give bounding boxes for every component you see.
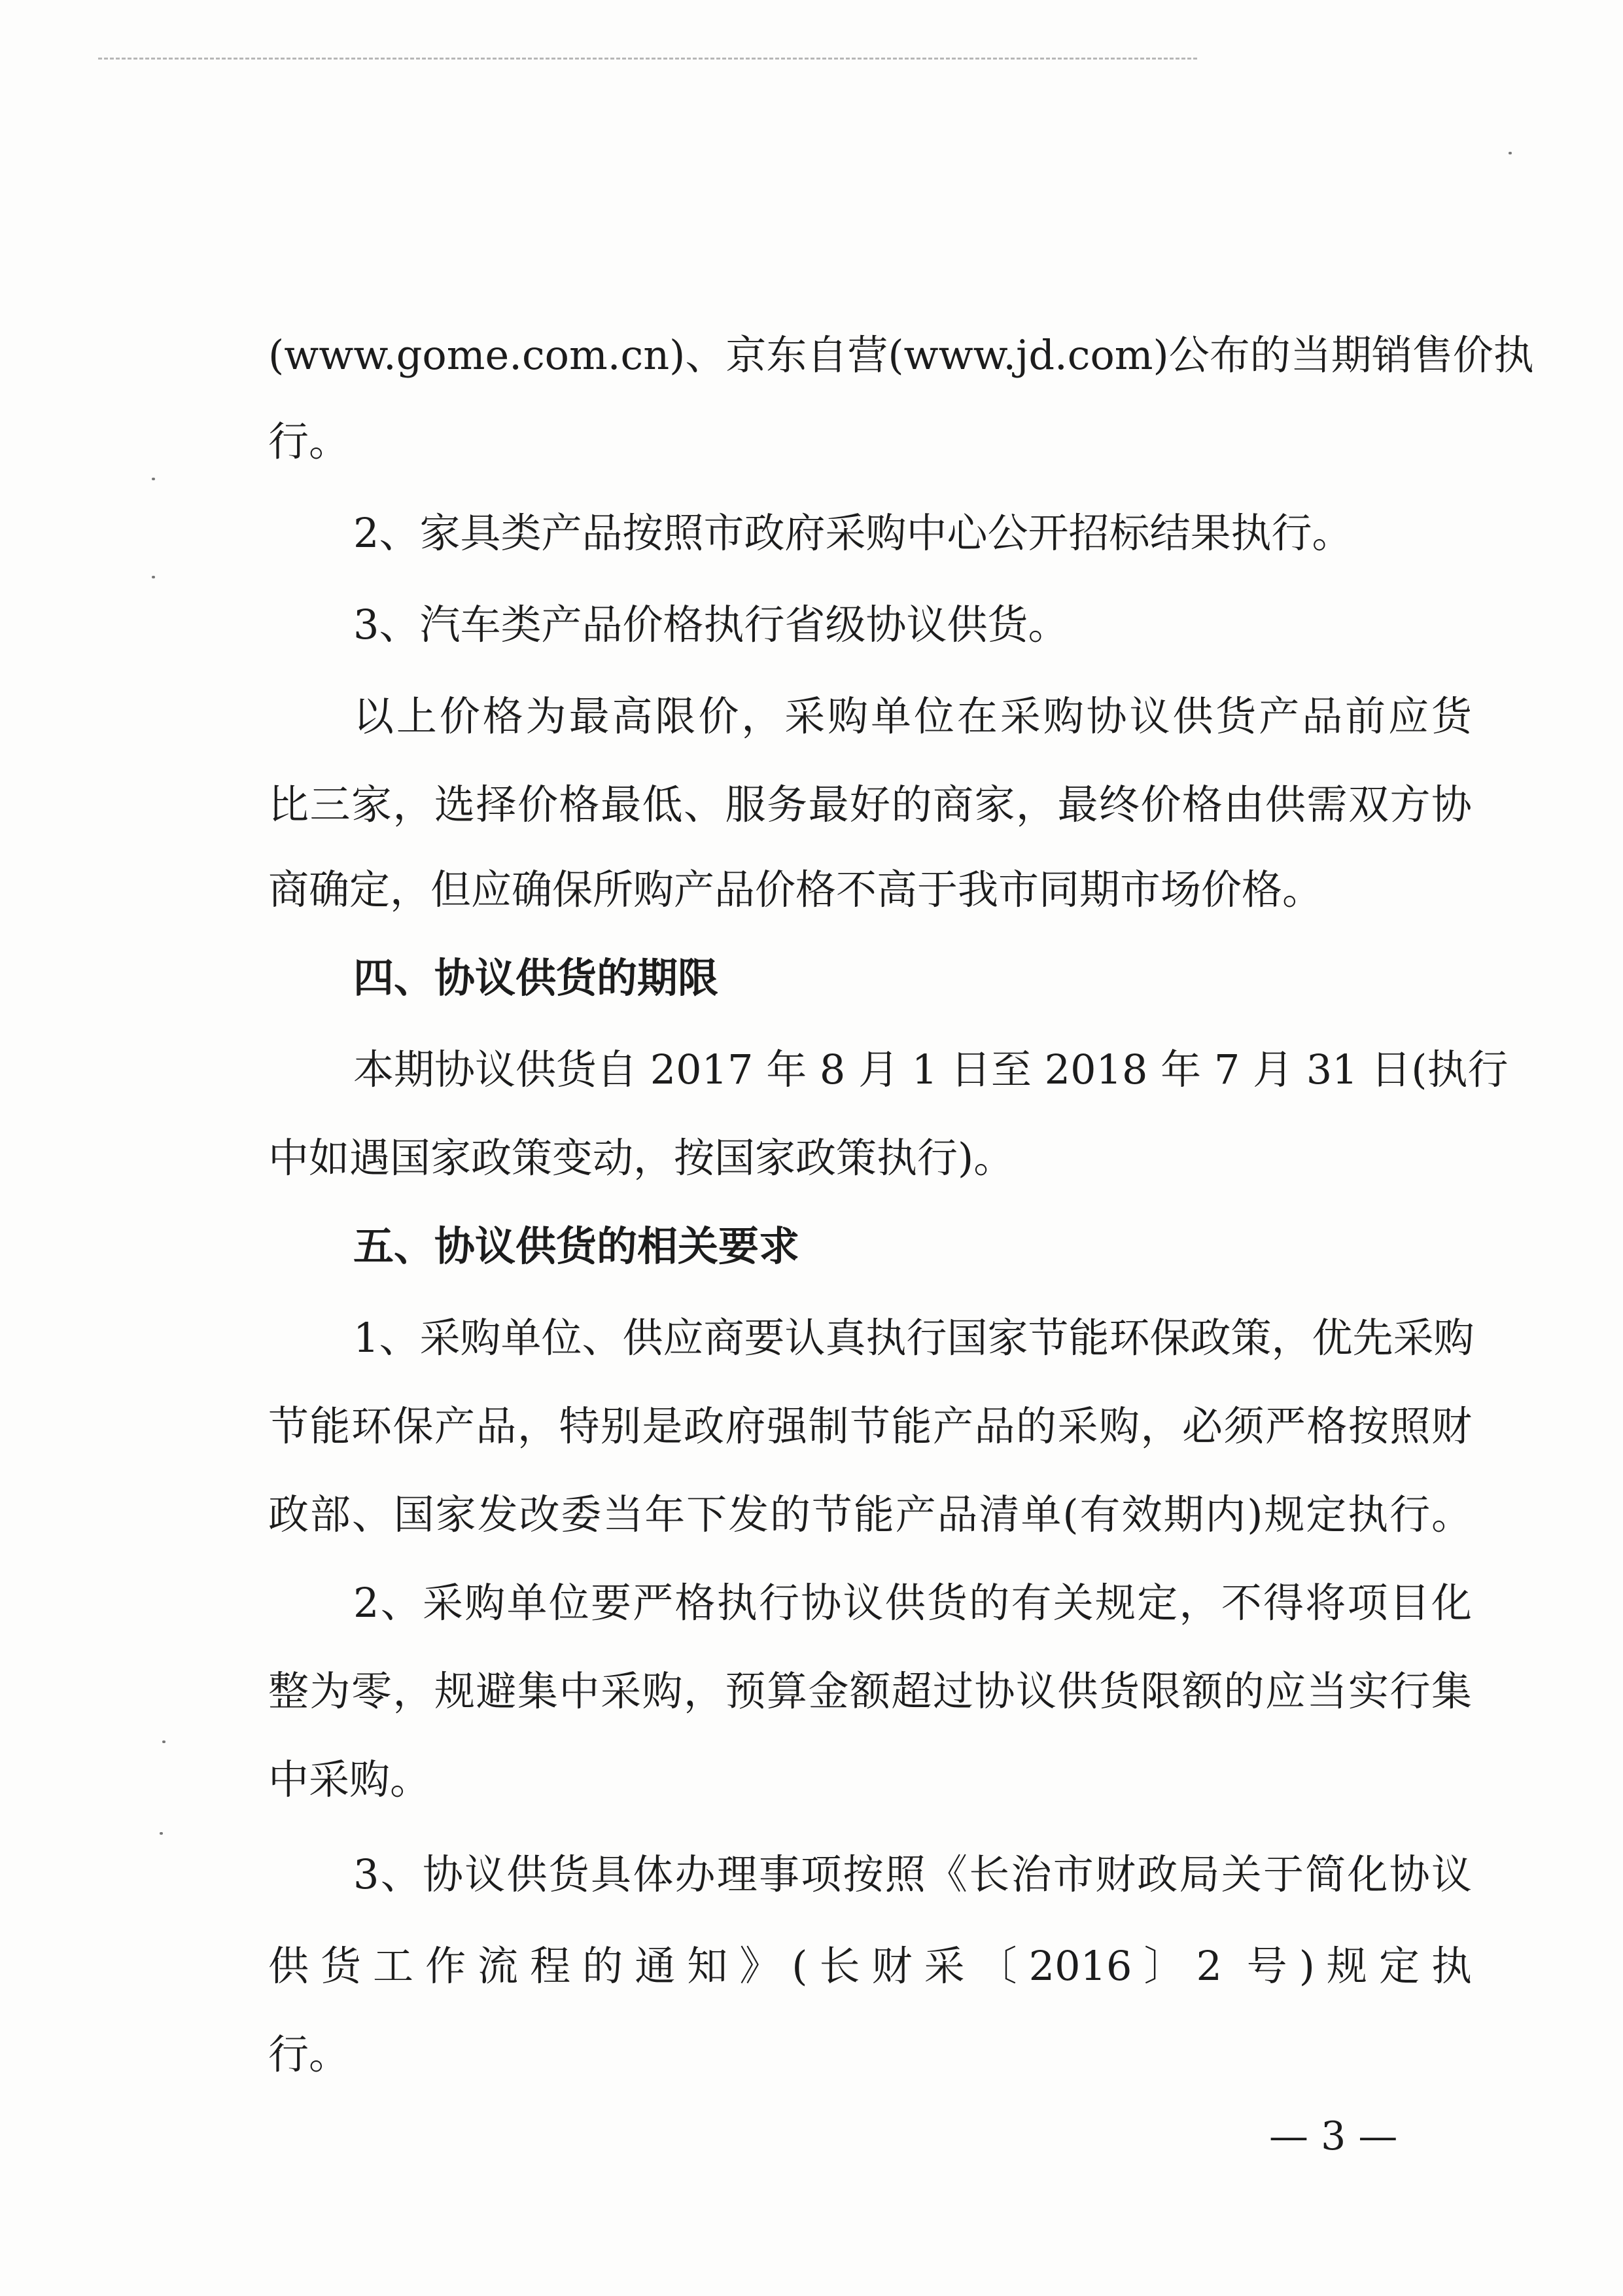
scan-speck <box>1509 152 1512 154</box>
text-line-3: 2、家具类产品按照市政府采购中心公开招标结果执行。 <box>353 509 1353 557</box>
text-line-16: 整为零，规避集中采购，预算金额超过协议供货限额的应当实行集 <box>268 1667 1472 1715</box>
scan-speck <box>160 1832 163 1835</box>
text-line-5: 以上价格为最高限价，采购单位在采购协议供货产品前应货 <box>353 692 1472 740</box>
text-line-17: 中采购。 <box>268 1756 431 1803</box>
page-number: — 3 — <box>1269 2113 1398 2159</box>
scan-speck <box>152 478 155 480</box>
section-heading-4: 四、协议供货的期限 <box>353 954 719 1002</box>
text-line-15: 2、采购单位要严格执行协议供货的有关规定，不得将项目化 <box>353 1579 1472 1627</box>
text-line-9: 本期协议供货自 2017 年 8 月 1 日至 2018 年 7 月 31 日(执行 <box>353 1046 1509 1093</box>
scan-speck <box>162 1740 166 1743</box>
text-line-7: 商确定，但应确保所购产品价格不高于我市同期市场价格。 <box>268 866 1323 913</box>
text-line-2: 行。 <box>268 417 350 465</box>
section-heading-5: 五、协议供货的相关要求 <box>353 1222 800 1270</box>
text-line-12: 1、采购单位、供应商要认真执行国家节能环保政策，优先采购 <box>353 1314 1475 1362</box>
text-line-19: 供货工作流程的通知》(长财采〔2016〕2 号)规定执 <box>268 1942 1472 1990</box>
top-dashed-rule <box>98 58 1197 60</box>
scan-speck <box>152 576 155 578</box>
text-line-6: 比三家，选择价格最低、服务最好的商家，最终价格由供需双方协 <box>268 781 1472 828</box>
text-line-14: 政部、国家发改委当年下发的节能产品清单(有效期内)规定执行。 <box>268 1491 1472 1538</box>
text-line-20: 行。 <box>268 2030 350 2078</box>
text-line-1: (www.gome.com.cn)、京东自营(www.jd.com)公布的当期销售价执 <box>268 331 1534 379</box>
text-line-10: 中如遇国家政策变动，按国家政策执行)。 <box>268 1134 1015 1182</box>
text-line-4: 3、汽车类产品价格执行省级协议供货。 <box>353 601 1069 648</box>
text-line-18: 3、协议供货具体办理事项按照《长治市财政局关于简化协议 <box>353 1850 1472 1898</box>
text-line-13: 节能环保产品，特别是政府强制节能产品的采购，必须严格按照财 <box>268 1402 1472 1450</box>
